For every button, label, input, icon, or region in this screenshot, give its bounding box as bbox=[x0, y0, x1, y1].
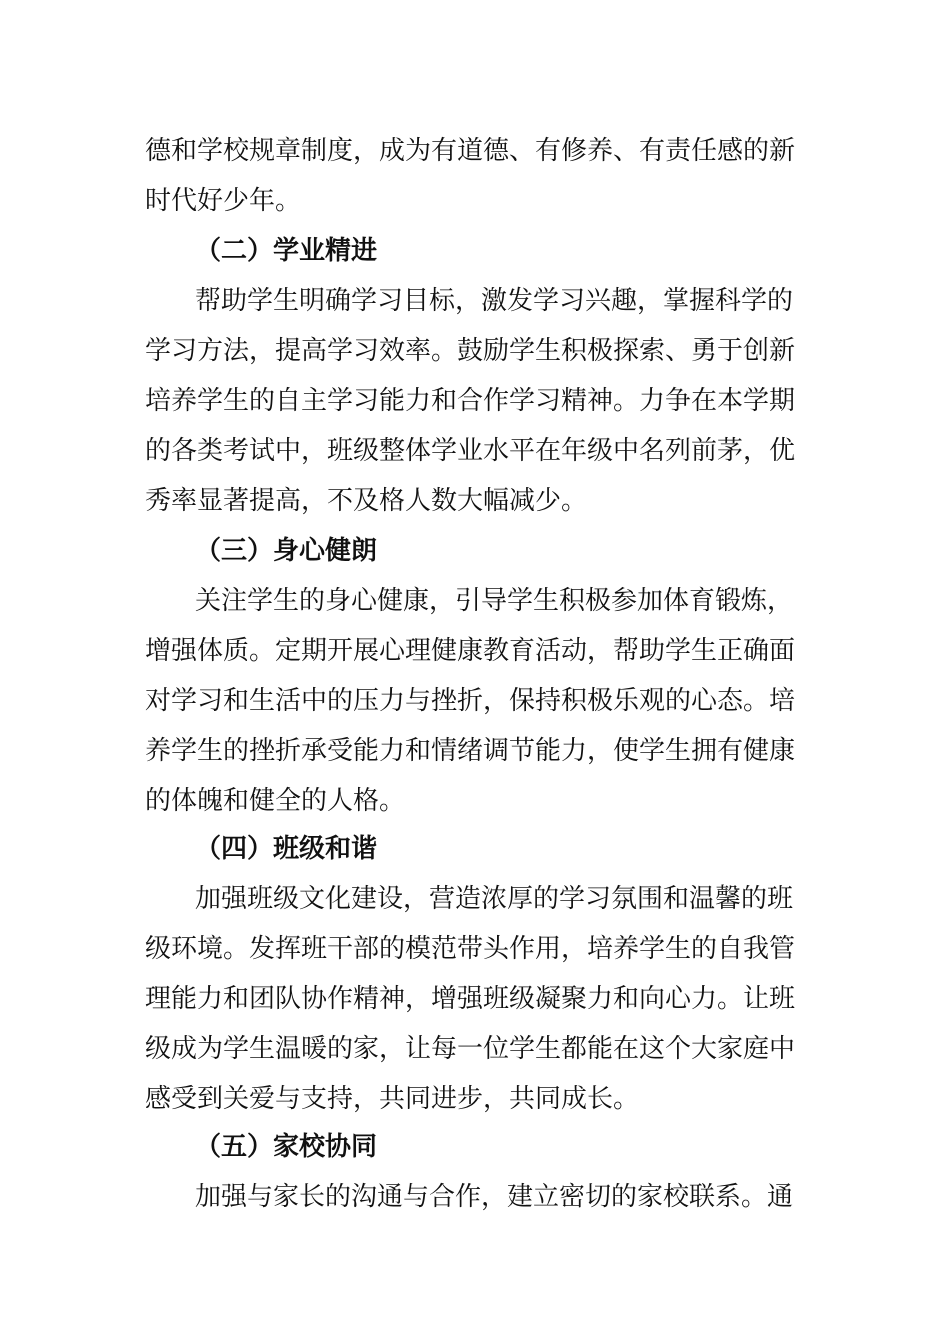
body-line: 时代好少年。 bbox=[145, 186, 302, 216]
paragraph-first-line: 帮助学生明确学习目标，激发学习兴趣，掌握科学的 bbox=[195, 286, 794, 316]
body-line: 德和学校规章制度，成为有道德、有修养、有责任感的新 bbox=[145, 136, 796, 166]
body-line: 理能力和团队协作精神，增强班级凝聚力和向心力。让班 bbox=[145, 984, 796, 1014]
body-line: 秀率显著提高，不及格人数大幅减少。 bbox=[145, 486, 588, 516]
body-line: 学习方法，提高学习效率。鼓励学生积极探索、勇于创新 bbox=[145, 336, 796, 366]
section-heading: （二）学业精进 bbox=[195, 236, 378, 266]
body-line: 级环境。发挥班干部的模范带头作用，培养学生的自我管 bbox=[145, 934, 796, 964]
body-line: 感受到关爱与支持，共同进步，共同成长。 bbox=[145, 1084, 640, 1114]
body-line: 增强体质。定期开展心理健康教育活动，帮助学生正确面 bbox=[145, 636, 796, 666]
body-line: 培养学生的自主学习能力和合作学习精神。力争在本学期 bbox=[145, 386, 796, 416]
section-heading: （四）班级和谐 bbox=[195, 834, 378, 864]
paragraph-first-line: 加强与家长的沟通与合作，建立密切的家校联系。通 bbox=[195, 1182, 794, 1212]
body-line: 养学生的挫折承受能力和情绪调节能力，使学生拥有健康 bbox=[145, 736, 796, 766]
body-line: 级成为学生温暖的家，让每一位学生都能在这个大家庭中 bbox=[145, 1034, 796, 1064]
body-line: 对学习和生活中的压力与挫折，保持积极乐观的心态。培 bbox=[145, 686, 796, 716]
body-line: 的体魄和健全的人格。 bbox=[145, 786, 406, 816]
section-heading: （三）身心健朗 bbox=[195, 536, 378, 566]
paragraph-first-line: 加强班级文化建设，营造浓厚的学习氛围和温馨的班 bbox=[195, 884, 794, 914]
body-line: 的各类考试中，班级整体学业水平在年级中名列前茅，优 bbox=[145, 436, 796, 466]
section-heading: （五）家校协同 bbox=[195, 1132, 378, 1162]
paragraph-first-line: 关注学生的身心健康，引导学生积极参加体育锻炼， bbox=[195, 586, 794, 616]
